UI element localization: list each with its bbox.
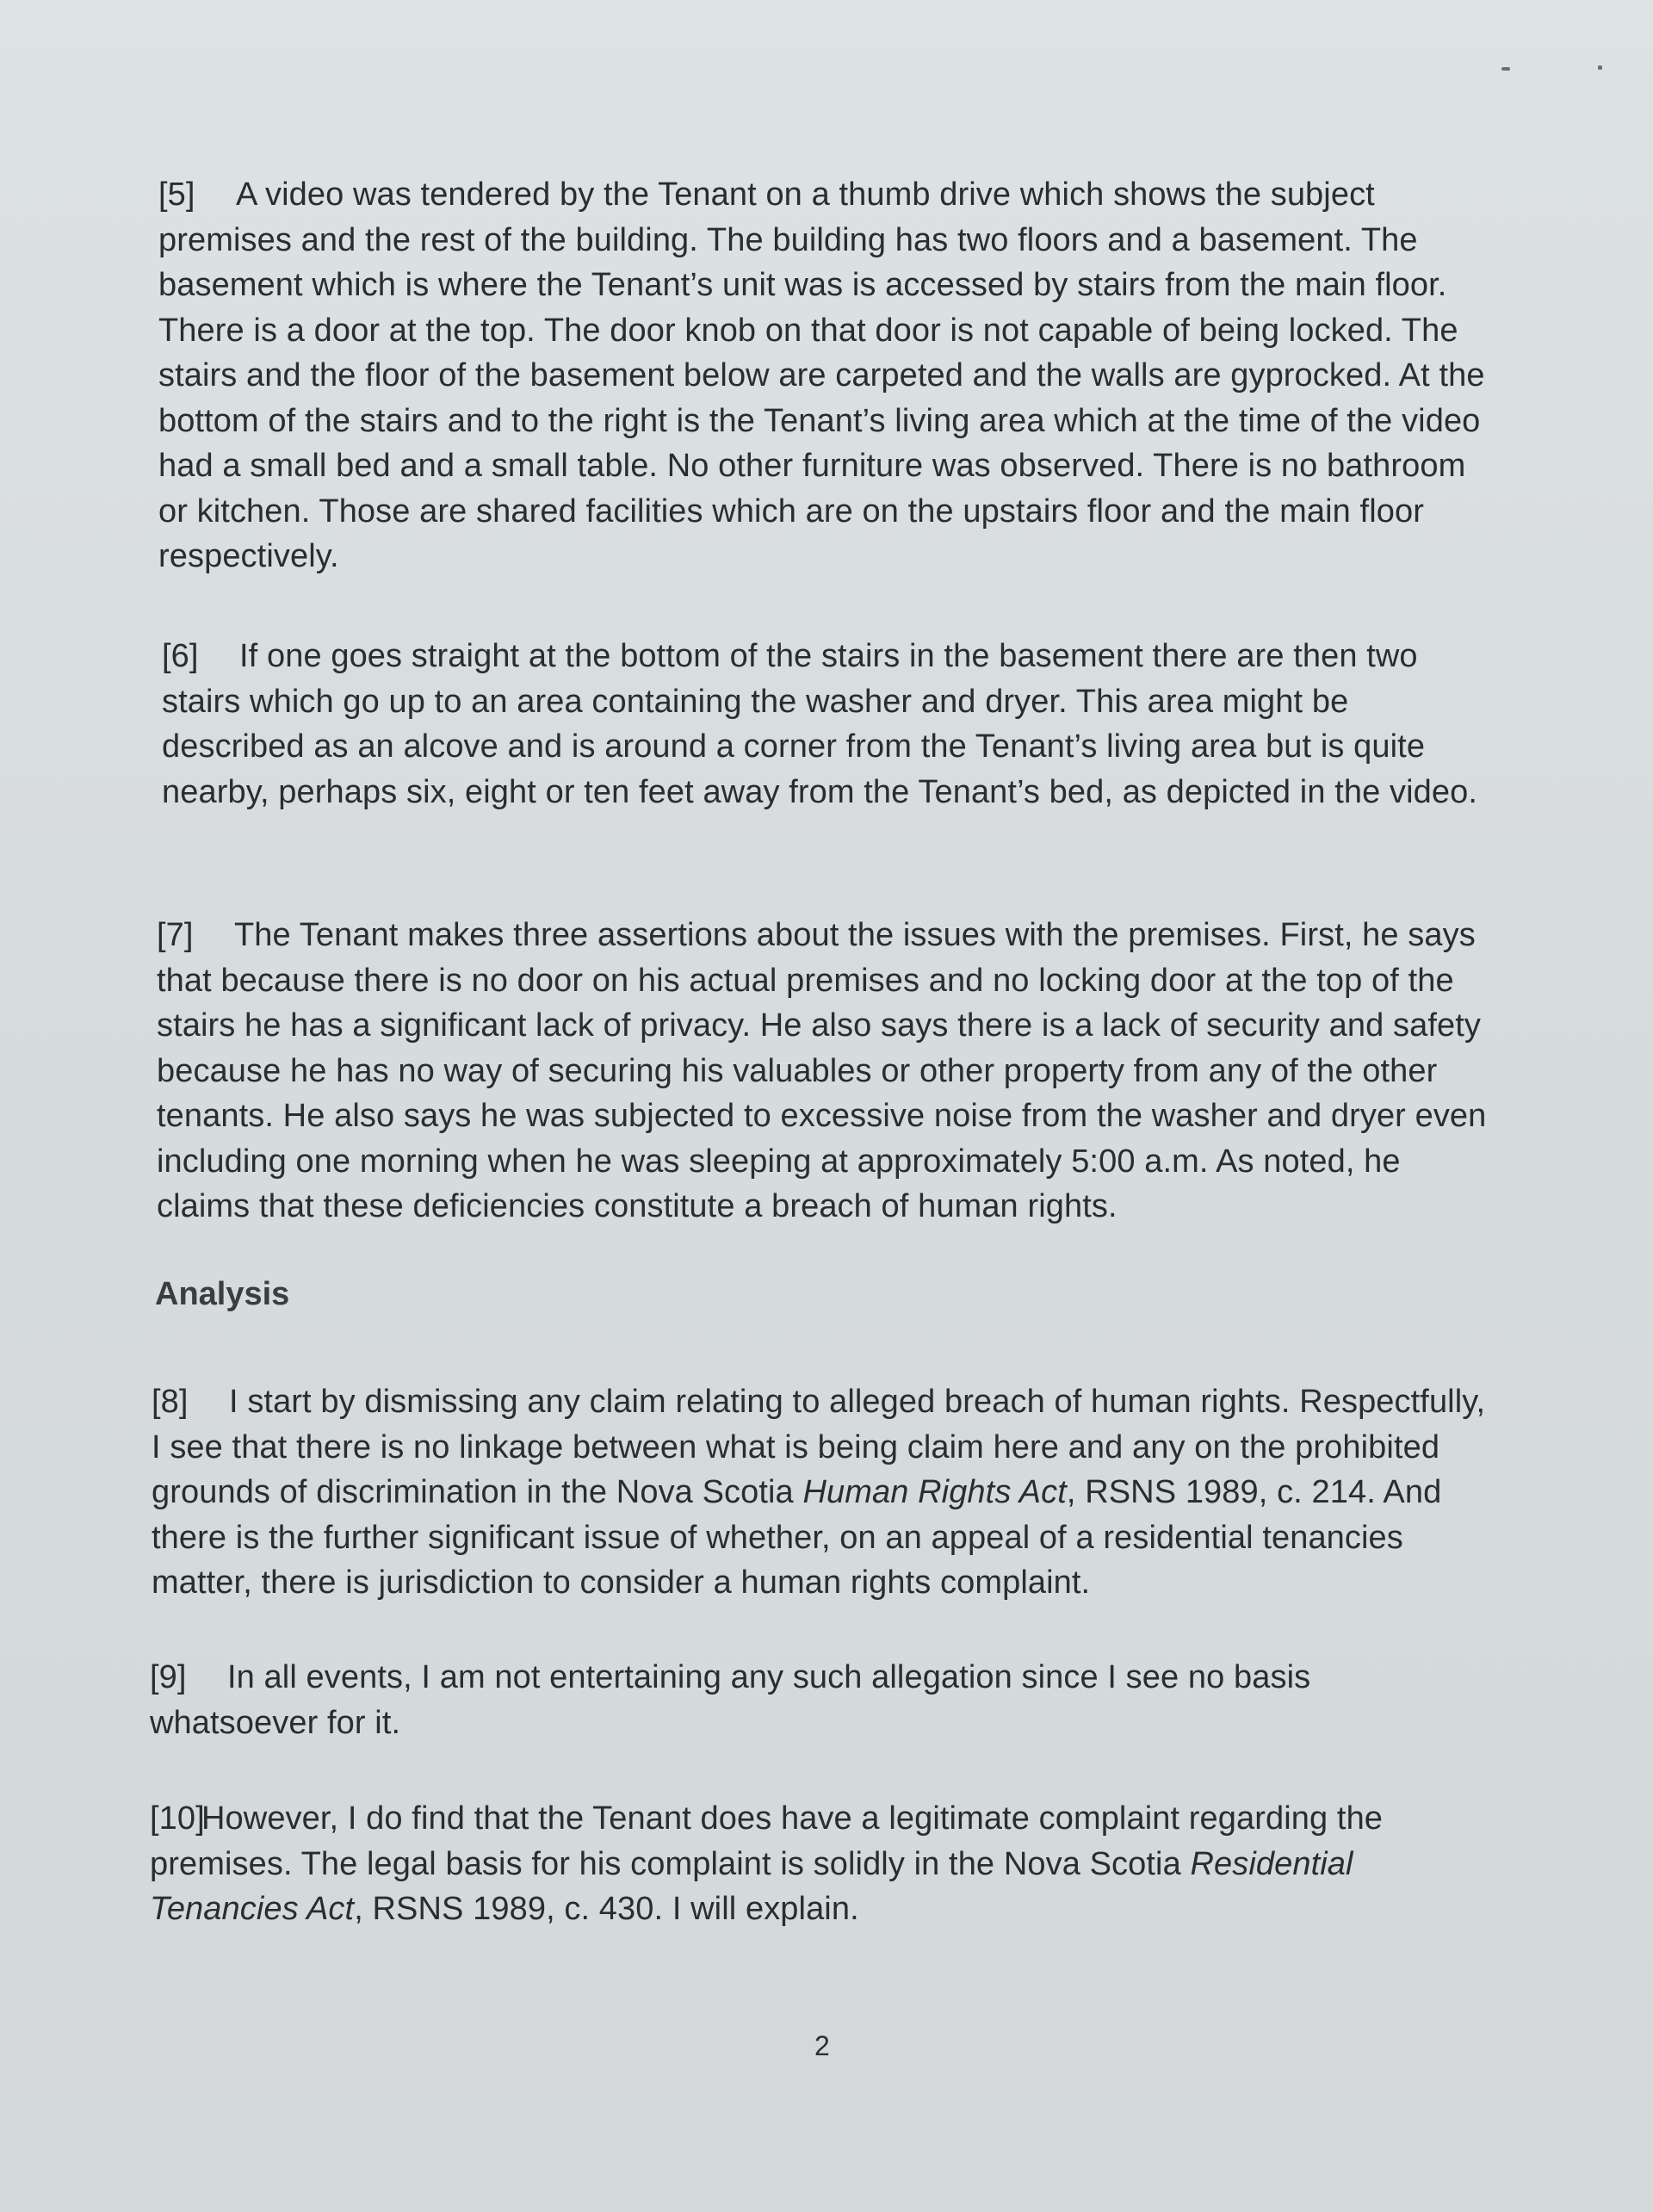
page-number: 2 bbox=[814, 2030, 830, 2061]
paragraph-number: [7] bbox=[157, 917, 194, 953]
paragraph-text: , RSNS 1989, c. 430. I will explain. bbox=[354, 1891, 859, 1927]
paragraph-number: [9] bbox=[150, 1659, 187, 1695]
paragraph-8 bbox=[152, 1379, 1495, 1606]
paragraph-9 bbox=[150, 1655, 1476, 1745]
paragraph-number: [10] bbox=[150, 1800, 205, 1837]
paragraph-text: I start by dismissing any claim relating to alleged breach of human rights. Respectfully, I see that there is no linkage between what is being claim here and any on the prohibited grounds of discrimination in the Nova Scotia bbox=[152, 1384, 1486, 1510]
paragraph-number: [8] bbox=[152, 1384, 189, 1420]
paragraph-number: [6] bbox=[162, 638, 199, 674]
paragraph-number: [5] bbox=[158, 177, 195, 213]
paragraph-text: However, I do find that the Tenant does have a legitimate complaint regarding the premises. The legal basis for his complaint is solidly in the Nova Scotia bbox=[150, 1800, 1384, 1882]
scan-speck bbox=[1501, 67, 1510, 71]
paragraph-5 bbox=[158, 172, 1501, 579]
paragraph-6 bbox=[162, 634, 1488, 815]
scan-speck bbox=[1598, 65, 1602, 70]
paragraph-text: If one goes straight at the bottom of the stairs in the basement there are then two stairs which go up to an area containing the washer and dryer. This area might be described as an alcove and is around a corner from the Tenant’s living area but is quite nearby, perhaps six, eight or ten feet away from the Tenant’s bed, as depicted in the video. bbox=[162, 638, 1478, 810]
paragraph-10 bbox=[150, 1796, 1493, 1932]
paragraph-text: A video was tendered by the Tenant on a thumb drive which shows the subject premises and the rest of the building. The building has two floors and a basement. The basement which is where the Tenant’s unit was is accessed by stairs from the main floor. There is a door at the top. The door knob on that door is not capable of being locked. The stairs and the floor of the basement below are carpeted and the walls are gyprocked. At the bottom of the stairs and to the right is the Tenant’s living area which at the time of the video had a small bed and a small table. No other furniture was observed. There is no bathroom or kitchen. Those are shared facilities which are on the upstairs floor and the main floor respectively. bbox=[158, 177, 1485, 574]
act-title: Human Rights Act bbox=[802, 1474, 1067, 1510]
act-title: Residential Tenancies Act bbox=[150, 1845, 1353, 1927]
section-heading-analysis: Analysis bbox=[155, 1276, 290, 1312]
paragraph-text: The Tenant makes three assertions about the issues with the premises. First, he says that because there is no door on his actual premises and no locking door at the top of the stairs he has a significant lack of privacy. He also says there is a lack of security and safety because he has no way of securing his valuables or other property from any of the other tenants. He also says he was subjected to excessive noise from the washer and dryer even including one morning when he was sleeping at approximately 5:00 a.m. As noted, he claims that these deficiencies constitute a breach of human rights. bbox=[157, 917, 1487, 1224]
paragraph-7 bbox=[157, 913, 1500, 1230]
paragraph-text: In all events, I am not entertaining any such allegation since I see no basis whatsoever for it. bbox=[150, 1659, 1311, 1741]
paragraph-text: , RSNS 1989, c. 214. And there is the further significant issue of whether, on an appeal of a residential tenancies matter, there is jurisdiction to consider a human rights complaint. bbox=[152, 1474, 1442, 1601]
